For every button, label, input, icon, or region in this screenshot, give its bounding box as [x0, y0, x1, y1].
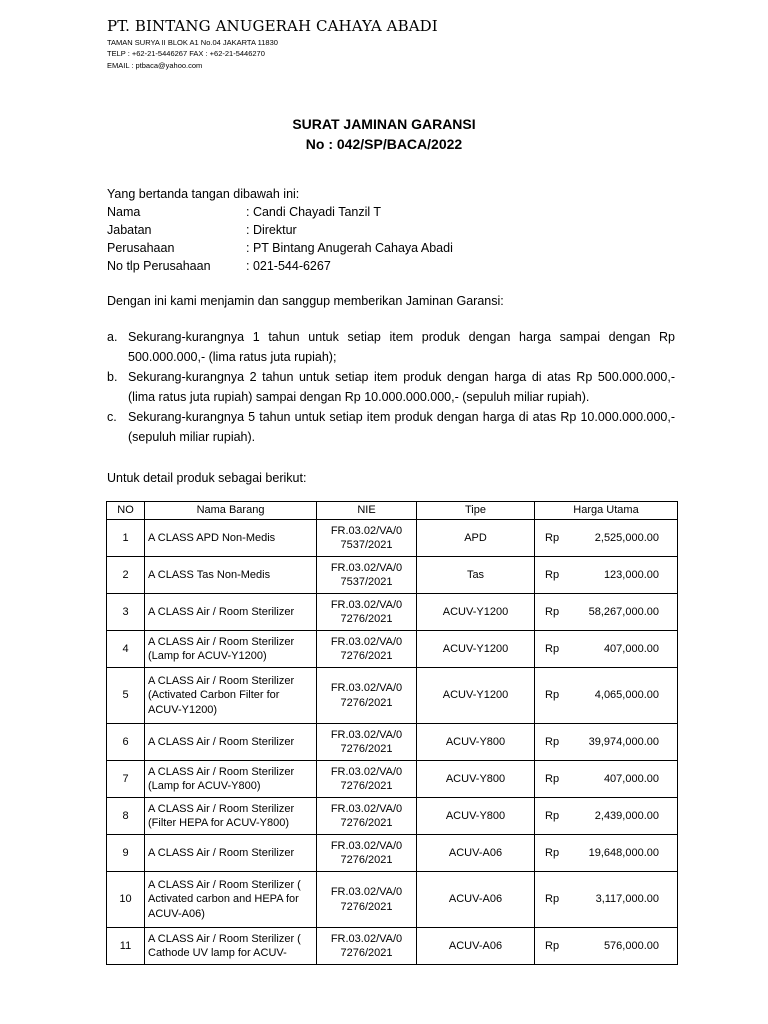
- price-currency: Rp: [545, 846, 560, 859]
- product-name: A CLASS Air / Room Sterilizer ( Cathode UV lamp for ACUV-: [145, 928, 317, 965]
- table-row: [107, 798, 678, 835]
- price-wrap: [535, 809, 677, 824]
- price-currency: Rp: [545, 809, 560, 822]
- price-wrap: [535, 939, 677, 954]
- price-currency: Rp: [545, 531, 560, 544]
- price-amount: 123,000.00: [603, 568, 659, 581]
- term-marker: b.: [107, 370, 118, 384]
- product-nie: FR.03.02/VA/0 7276/2021: [317, 631, 417, 668]
- product-type: ACUV-A06: [417, 835, 535, 872]
- product-price-cell: [535, 798, 678, 835]
- price-amount: 407,000.00: [603, 642, 659, 655]
- signer-label-company: Perusahaan: [107, 241, 175, 255]
- product-nie: FR.03.02/VA/0 7276/2021: [317, 798, 417, 835]
- product-price-cell: [535, 724, 678, 761]
- table-header-row: [107, 502, 678, 520]
- term-text: Sekurang-kurangnya 5 tahun untuk setiap item produk dengan harga di atas Rp 10.000.000.000,- (sepuluh miliar rupiah).: [128, 410, 675, 444]
- price-amount: 19,648,000.00: [588, 846, 659, 859]
- term-text: Sekurang-kurangnya 2 tahun untuk setiap item produk dengan harga di atas Rp 500.000.000,- (lima ratus juta rupiah) sampai dengan Rp 10.000.000.000,- (sepuluh miliar rupiah).: [128, 370, 675, 404]
- price-amount: 3,117,000.00: [595, 893, 659, 906]
- product-name: A CLASS Tas Non-Medis: [145, 557, 317, 594]
- row-number: 11: [107, 928, 145, 965]
- header-name: Nama Barang: [145, 502, 317, 520]
- header-nie: NIE: [317, 502, 417, 520]
- product-name: A CLASS APD Non-Medis: [145, 520, 317, 557]
- header-tipe: Tipe: [417, 502, 535, 520]
- detail-intro: Untuk detail produk sebagai berikut:: [107, 471, 307, 485]
- document-number: No : 042/SP/BACA/2022: [305, 136, 463, 152]
- header-price: Harga Utama: [535, 502, 678, 520]
- row-number: 2: [107, 557, 145, 594]
- product-type: ACUV-Y1200: [417, 668, 535, 724]
- product-name: A CLASS Air / Room Sterilizer (Lamp for ACUV-Y800): [145, 761, 317, 798]
- product-type: ACUV-A06: [417, 928, 535, 965]
- product-price-cell: [535, 928, 678, 965]
- table-row: [107, 668, 678, 724]
- term-marker: a.: [107, 330, 118, 344]
- signer-value-position: : Direktur: [246, 223, 297, 237]
- product-type: ACUV-Y800: [417, 761, 535, 798]
- table-row: [107, 835, 678, 872]
- price-currency: Rp: [545, 772, 560, 785]
- term-marker: c.: [107, 410, 117, 424]
- table-row: [107, 520, 678, 557]
- product-nie: FR.03.02/VA/0 7276/2021: [317, 835, 417, 872]
- price-amount: 2,525,000.00: [594, 531, 659, 544]
- table-row: [107, 631, 678, 668]
- row-number: 5: [107, 668, 145, 724]
- product-type: ACUV-Y800: [417, 724, 535, 761]
- price-currency: Rp: [545, 642, 560, 655]
- price-amount: 407,000.00: [603, 772, 659, 785]
- product-nie: FR.03.02/VA/0 7537/2021: [317, 557, 417, 594]
- price-amount: 39,974,000.00: [588, 735, 659, 748]
- price-wrap: [535, 735, 677, 750]
- row-number: 7: [107, 761, 145, 798]
- product-price-cell: [535, 594, 678, 631]
- signer-value-phone: : 021-544-6267: [246, 259, 331, 273]
- signer-value-company: : PT Bintang Anugerah Cahaya Abadi: [246, 241, 453, 255]
- product-type: ACUV-Y800: [417, 798, 535, 835]
- term-item: [107, 407, 675, 447]
- signer-label-position: Jabatan: [107, 223, 152, 237]
- product-nie: FR.03.02/VA/0 7276/2021: [317, 928, 417, 965]
- product-type: APD: [417, 520, 535, 557]
- table-row: [107, 557, 678, 594]
- table-row: [107, 594, 678, 631]
- guarantee-terms: [107, 327, 675, 447]
- price-wrap: [535, 846, 677, 861]
- product-name: A CLASS Air / Room Sterilizer: [145, 724, 317, 761]
- price-amount: 4,065,000.00: [594, 689, 659, 702]
- product-nie: FR.03.02/VA/0 7276/2021: [317, 872, 417, 928]
- price-wrap: [535, 605, 677, 620]
- price-currency: Rp: [545, 689, 560, 702]
- row-number: 8: [107, 798, 145, 835]
- product-name: A CLASS Air / Room Sterilizer (Filter HEPA for ACUV-Y800): [145, 798, 317, 835]
- table-body: [107, 520, 678, 965]
- product-price-cell: [535, 557, 678, 594]
- guarantee-statement: Dengan ini kami menjamin dan sanggup memberikan Jaminan Garansi:: [107, 294, 504, 308]
- price-wrap: [535, 642, 677, 657]
- price-wrap: [535, 568, 677, 583]
- row-number: 10: [107, 872, 145, 928]
- product-price-cell: [535, 631, 678, 668]
- row-number: 1: [107, 520, 145, 557]
- signer-label-phone: No tlp Perusahaan: [107, 259, 211, 273]
- product-type: ACUV-A06: [417, 872, 535, 928]
- row-number: 4: [107, 631, 145, 668]
- company-address: TAMAN SURYA II BLOK A1 No.04 JAKARTA 11830: [107, 38, 278, 47]
- term-item: [107, 367, 675, 407]
- signer-intro: Yang bertanda tangan dibawah ini:: [107, 187, 300, 201]
- product-nie: FR.03.02/VA/0 7276/2021: [317, 668, 417, 724]
- price-currency: Rp: [545, 735, 560, 748]
- product-price-cell: [535, 872, 678, 928]
- price-currency: Rp: [545, 568, 560, 581]
- price-wrap: [535, 688, 677, 703]
- row-number: 9: [107, 835, 145, 872]
- signer-label-name: Nama: [107, 205, 141, 219]
- product-name: A CLASS Air / Room Sterilizer: [145, 835, 317, 872]
- row-number: 6: [107, 724, 145, 761]
- product-name: A CLASS Air / Room Sterilizer: [145, 594, 317, 631]
- price-amount: 2,439,000.00: [594, 809, 659, 822]
- table-row: [107, 724, 678, 761]
- document-title: SURAT JAMINAN GARANSI: [292, 116, 476, 132]
- price-amount: 58,267,000.00: [588, 605, 659, 618]
- product-nie: FR.03.02/VA/0 7537/2021: [317, 520, 417, 557]
- product-type: ACUV-Y1200: [417, 631, 535, 668]
- company-phone: TELP : +62-21-5446267 FAX : +62-21-5446270: [107, 49, 265, 58]
- product-price-cell: [535, 520, 678, 557]
- table-row: [107, 761, 678, 798]
- table-row: [107, 928, 678, 965]
- product-price-cell: [535, 668, 678, 724]
- table-row: [107, 872, 678, 928]
- term-item: [107, 327, 675, 367]
- company-name: PT. BINTANG ANUGERAH CAHAYA ABADI: [107, 17, 438, 35]
- product-name: A CLASS Air / Room Sterilizer ( Activated carbon and HEPA for ACUV-A06): [145, 872, 317, 928]
- signer-value-name: : Candi Chayadi Tanzil T: [246, 205, 382, 219]
- product-nie: FR.03.02/VA/0 7276/2021: [317, 594, 417, 631]
- header-no: NO: [107, 502, 145, 520]
- price-currency: Rp: [545, 939, 560, 952]
- product-type: Tas: [417, 557, 535, 594]
- product-name: A CLASS Air / Room Sterilizer (Activated Carbon Filter for ACUV-Y1200): [145, 668, 317, 724]
- product-name: A CLASS Air / Room Sterilizer (Lamp for ACUV-Y1200): [145, 631, 317, 668]
- product-nie: FR.03.02/VA/0 7276/2021: [317, 761, 417, 798]
- price-wrap: [535, 892, 677, 907]
- price-currency: Rp: [545, 893, 560, 906]
- product-table: [106, 501, 678, 965]
- term-text: Sekurang-kurangnya 1 tahun untuk setiap item produk dengan harga sampai dengan Rp 500.000.000,- (lima ratus juta rupiah);: [128, 330, 675, 364]
- product-nie: FR.03.02/VA/0 7276/2021: [317, 724, 417, 761]
- price-wrap: [535, 772, 677, 787]
- product-type: ACUV-Y1200: [417, 594, 535, 631]
- price-wrap: [535, 531, 677, 546]
- company-email: EMAIL : ptbaca@yahoo.com: [107, 61, 203, 70]
- price-currency: Rp: [545, 605, 560, 618]
- row-number: 3: [107, 594, 145, 631]
- product-price-cell: [535, 761, 678, 798]
- price-amount: 576,000.00: [603, 939, 659, 952]
- product-price-cell: [535, 835, 678, 872]
